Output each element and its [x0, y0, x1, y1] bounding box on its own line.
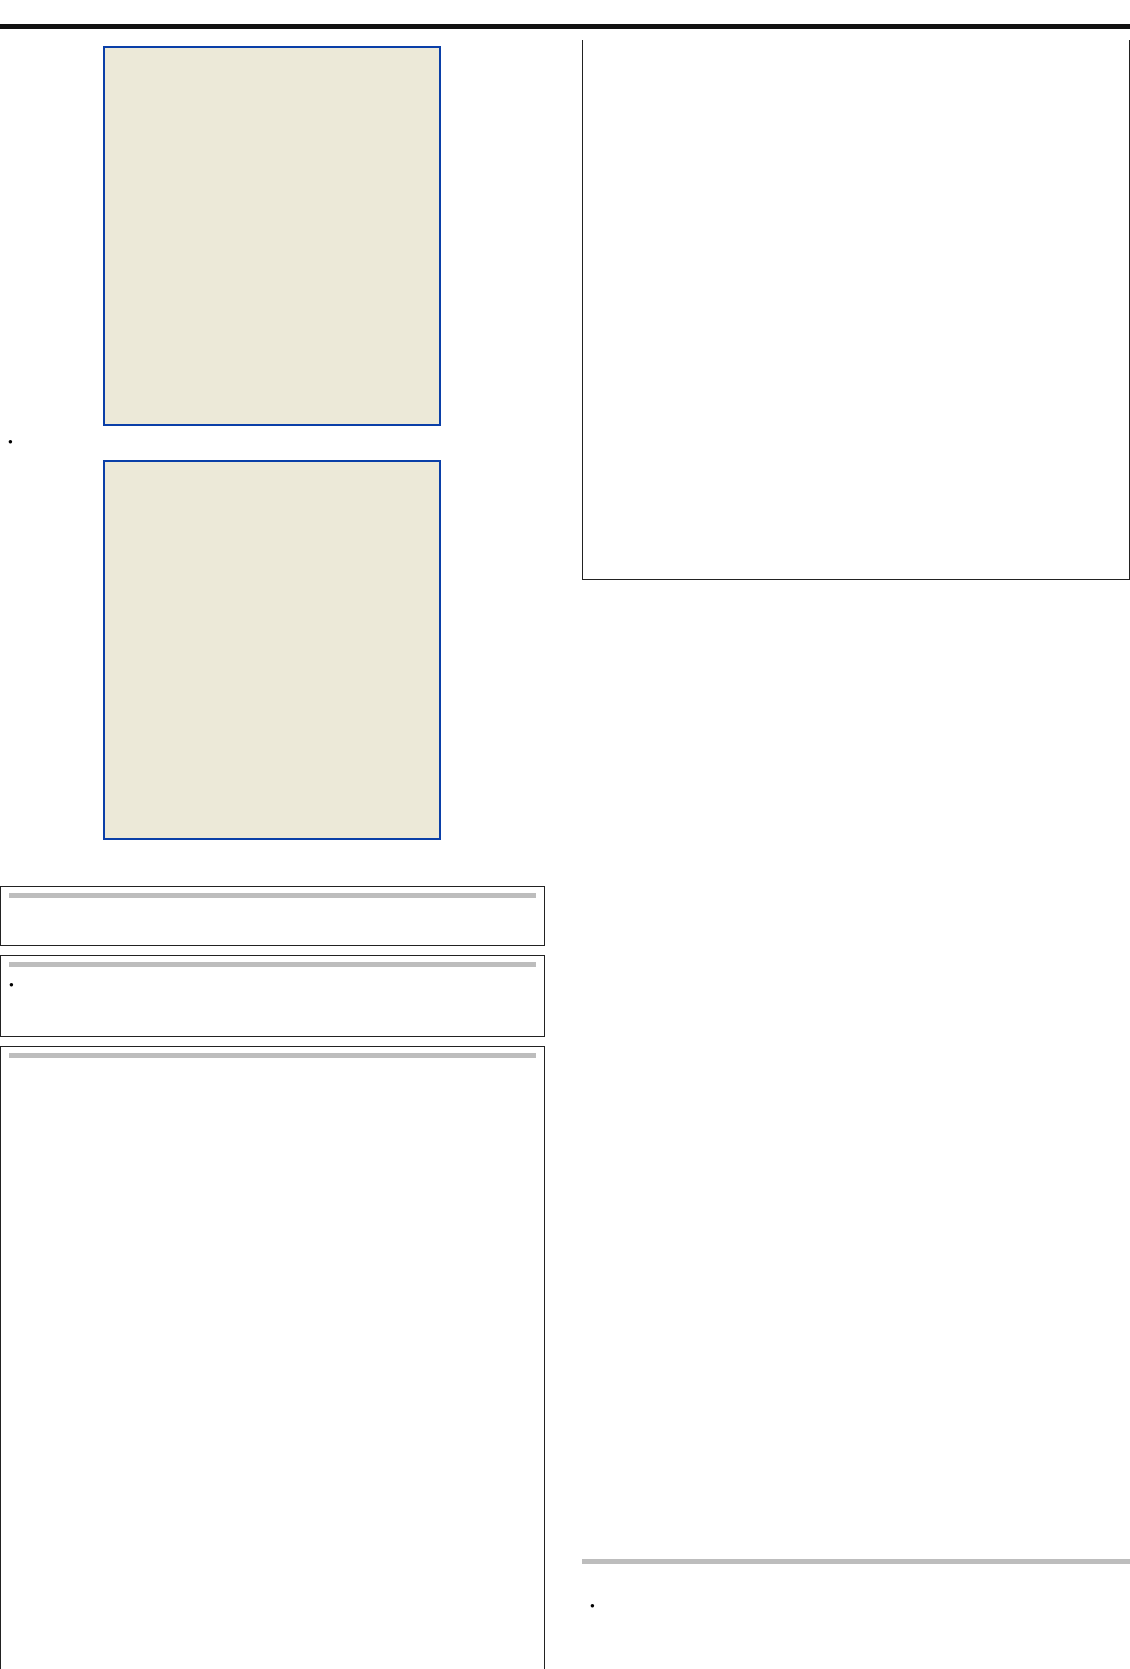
box-status	[0, 1046, 545, 1669]
header-rule	[0, 24, 1130, 29]
status-monitor-screenshot-offline	[103, 46, 441, 426]
box-normal	[0, 886, 545, 946]
box-status-cont	[582, 40, 1130, 580]
box-roller	[0, 955, 545, 1037]
tab-sheet-rule	[582, 1559, 1130, 1564]
item-2-heading	[8, 856, 14, 874]
status-monitor-screenshot-cleaning	[103, 460, 441, 840]
page-header	[0, 0, 1130, 36]
